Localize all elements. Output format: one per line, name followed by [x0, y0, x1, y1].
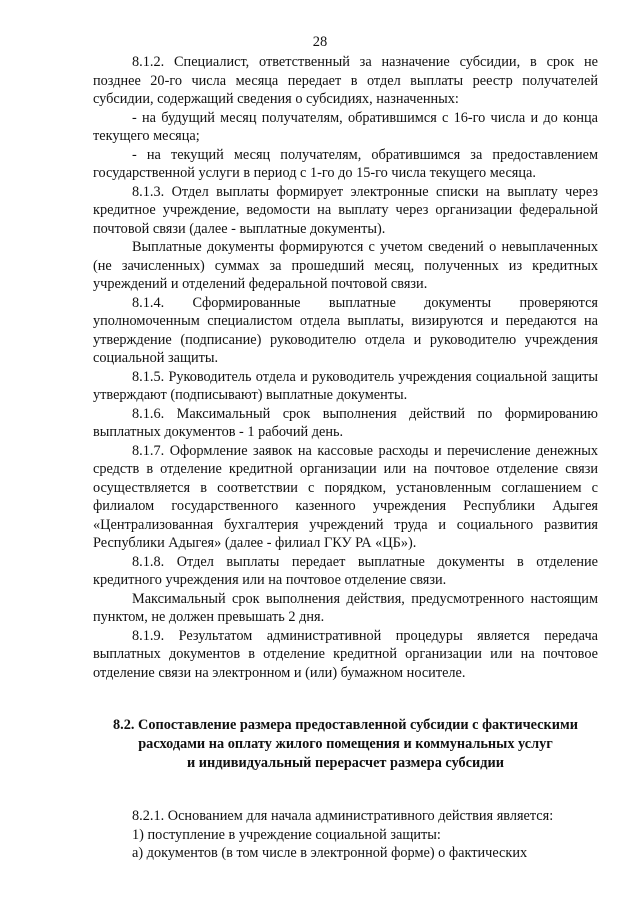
- paragraph-8-1-3: 8.1.3. Отдел выплаты формирует электронные списки на выплату через кредитное учреждение, ведомости на выплату через организации федеральной почтовой связи (далее - выплатные документы).: [93, 183, 598, 237]
- document-body: [93, 53, 598, 863]
- paragraph-8-1-7: 8.1.7. Оформление заявок на кассовые расходы и перечисление денежных средств в отделение кредитной организации или на почтовое отделение связи осуществляется в соответствии с порядком, установленным соглашением с филиалом государственного казенного учреждения Республики Адыгея «Централизованная бухгалтерия учреждений труда и социального развития Республики Адыгея» (далее - филиал ГКУ РА «ЦБ»).: [93, 442, 598, 551]
- paragraph-8-1-2: 8.1.2. Специалист, ответственный за назначение субсидии, в срок не позднее 20-го числа месяца передает в отдел выплаты реестр получателей субсидии, содержащий сведения о субсидиях, назначенных:: [93, 54, 598, 107]
- list-item-current-month: - на текущий месяц получателям, обратившимся за предоставлением государственной услуги в период с 1-го до 15-го числа текущего месяца.: [93, 146, 598, 181]
- paragraph-8-1-9: 8.1.9. Результатом административной процедуры является передача выплатных документов в отделение кредитной организации или на почтовое отделение связи на электронном и (или) бумажном носителе.: [93, 627, 598, 681]
- paragraph-8-1-5: 8.1.5. Руководитель отдела и руководитель учреждения социальной защиты утверждают (подписывают) выплатные документы.: [93, 368, 598, 403]
- paragraph-8-2-1: 8.2.1. Основанием для начала административного действия является:: [132, 808, 554, 824]
- section-spacer: [93, 773, 598, 807]
- list-item-documents: а) документов (в том числе в электронной форме) о фактических: [132, 845, 528, 861]
- list-item-next-month: - на будущий месяц получателям, обратившимся с 16-го числа и до конца текущего месяца;: [93, 109, 598, 144]
- list-item-receipt: 1) поступление в учреждение социальной защиты:: [132, 826, 441, 843]
- paragraph-max-term: Максимальный срок выполнения действия, предусмотренного настоящим пунктом, не должен превышать 2 дня.: [93, 590, 598, 625]
- paragraph-8-1-4: 8.1.4. Сформированные выплатные документы проверяются уполномоченным специалистом отдела выплаты, визируются и передаются на утверждение (подписание) руководителю отдела и руководителю учреждения социальной защиты.: [93, 294, 598, 366]
- paragraph-8-1-6: 8.1.6. Максимальный срок выполнения действий по формированию выплатных документов - 1 рабочий день.: [93, 405, 598, 440]
- paragraph-payment-docs: Выплатные документы формируются с учетом сведений о невыплаченных (не зачисленных) суммах за прошедший месяц, полученных из кредитных учреждений и отделений федеральной почтовой связи.: [93, 239, 598, 292]
- section-heading-8-2: [93, 716, 598, 773]
- heading-line-1: 8.2. Сопоставление размера предоставленной субсидии с фактическими: [113, 717, 578, 733]
- page-number: 28: [312, 34, 328, 50]
- paragraph-8-1-8: 8.1.8. Отдел выплаты передает выплатные документы в отделение кредитного учреждения или на почтовое отделение связи.: [93, 553, 598, 588]
- heading-line-2: расходами на оплату жилого помещения и коммунальных услуг: [138, 736, 553, 752]
- heading-line-3: и индивидуальный перерасчет размера субсидии: [187, 755, 504, 771]
